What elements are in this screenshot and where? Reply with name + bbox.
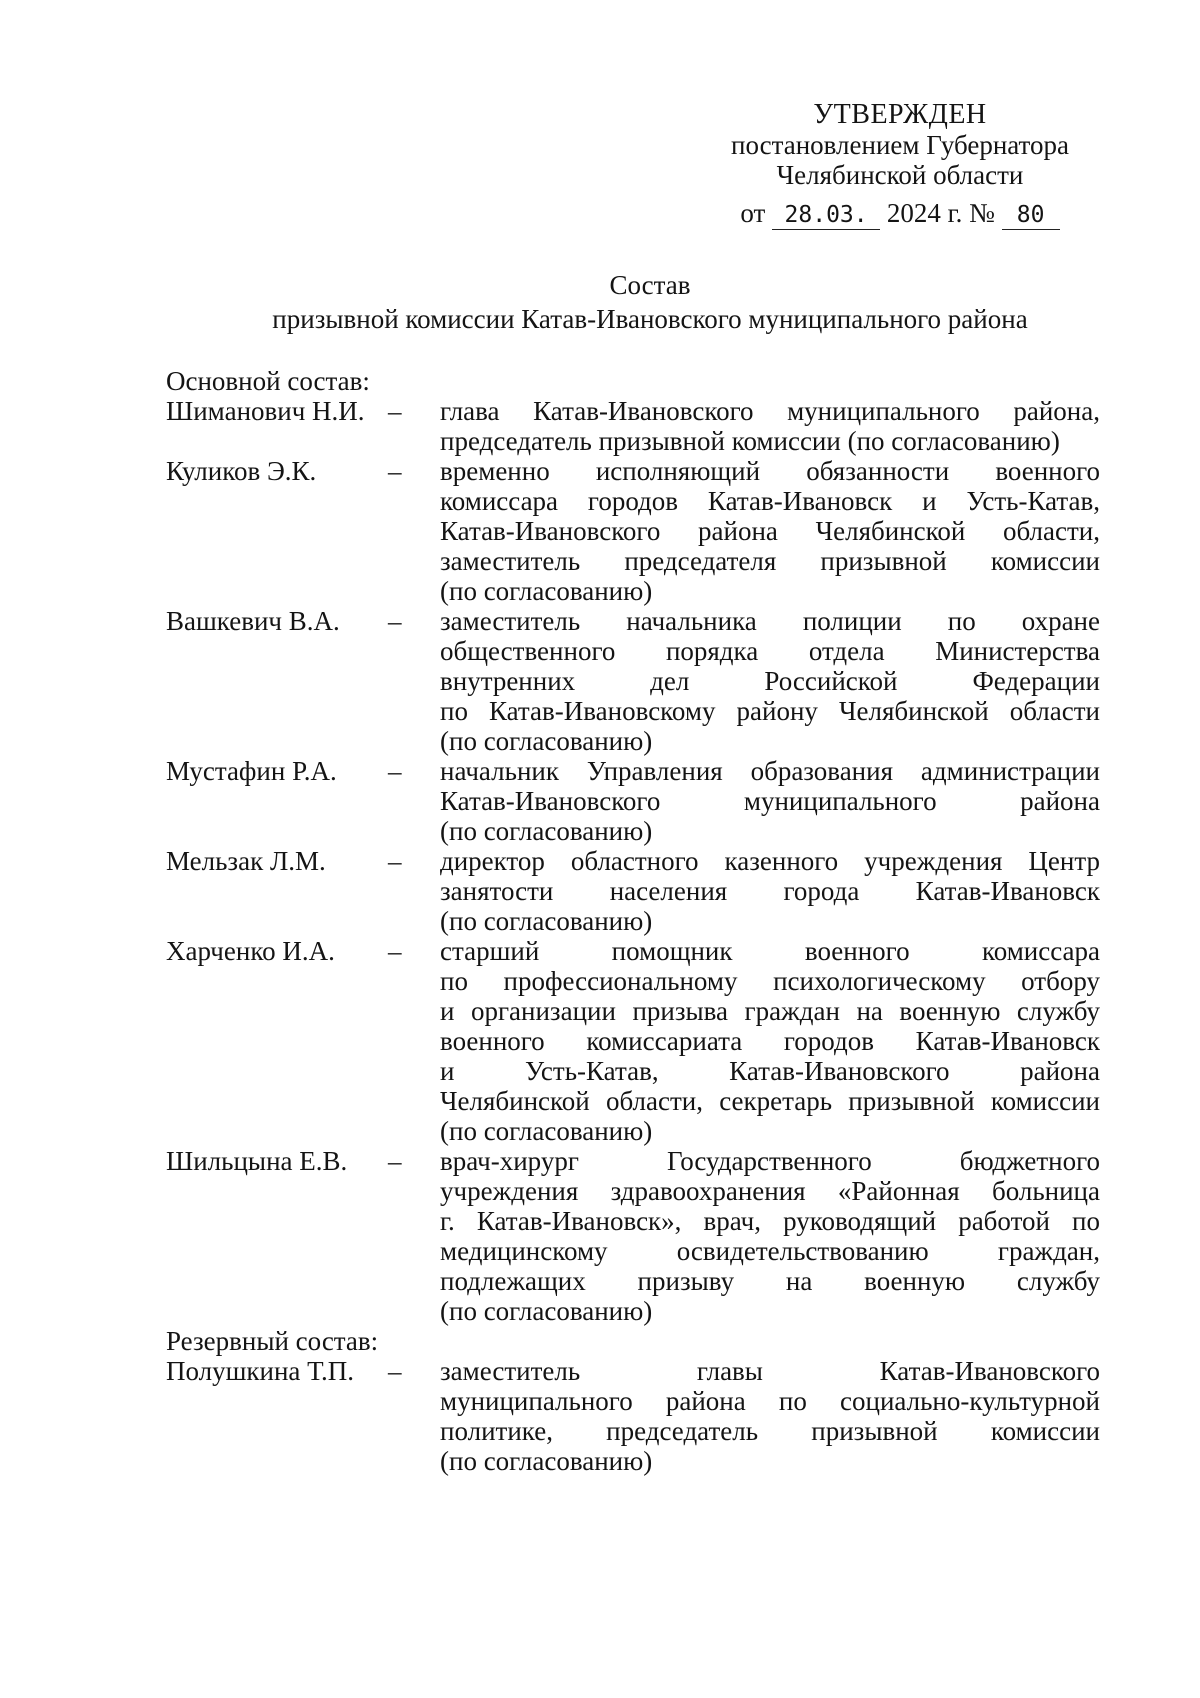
position-line: (по согласованию)	[440, 1116, 653, 1146]
member-row	[166, 606, 1116, 756]
position-line: общественного порядка отдела Министерства	[440, 636, 1100, 666]
member-position	[440, 606, 1100, 756]
approval-stamp	[700, 100, 1100, 230]
position-line: внутренних дел Российской Федерации	[440, 666, 1100, 696]
member-name: Куликов Э.К.	[166, 456, 317, 486]
member-position	[440, 396, 1100, 456]
reserve-composition-label: Резервный состав:	[166, 1326, 379, 1356]
position-line: заместитель главы Катав-Ивановского	[440, 1356, 1100, 1386]
position-line: (по согласованию)	[440, 816, 653, 846]
member-name: Мустафин Р.А.	[166, 756, 337, 786]
member-position	[440, 936, 1100, 1146]
position-line: врач-хирург Государственного бюджетного	[440, 1146, 1100, 1176]
position-line: муниципального района по социально-культурной	[440, 1386, 1100, 1416]
position-line: заместитель председателя призывной комиссии	[440, 546, 1100, 576]
position-line: по профессиональному психологическому отбору	[440, 966, 1100, 996]
position-line: военного комиссариата городов Катав-Ивановск	[440, 1026, 1100, 1056]
member-row	[166, 456, 1116, 606]
member-name: Шильцына Е.В.	[166, 1146, 348, 1176]
position-line: председатель призывной комиссии (по согласованию)	[440, 426, 1060, 456]
heading-title: Состав	[609, 270, 691, 300]
approval-date: 28.03.	[772, 201, 880, 230]
member-dash: –	[388, 756, 402, 786]
main-composition-label: Основной состав:	[166, 366, 370, 396]
position-line: глава Катав-Ивановского муниципального района,	[440, 396, 1100, 426]
member-row	[166, 936, 1116, 1146]
member-row	[166, 1356, 1116, 1476]
position-line: (по согласованию)	[440, 1296, 653, 1326]
member-name: Вашкевич В.А.	[166, 606, 340, 636]
year-number-label: 2024 г. №	[886, 198, 995, 228]
position-line: и Усть-Катав, Катав-Ивановского района	[440, 1056, 1100, 1086]
position-line: подлежащих призыву на военную службу	[440, 1266, 1100, 1296]
position-line: начальник Управления образования администрации	[440, 756, 1100, 786]
member-position	[440, 756, 1100, 846]
position-line: Катав-Ивановского муниципального района	[440, 786, 1100, 816]
position-line: политике, председатель призывной комиссии	[440, 1416, 1100, 1446]
position-line: по Катав-Ивановскому району Челябинской области	[440, 696, 1100, 726]
position-line: (по согласованию)	[440, 906, 653, 936]
approval-date-line	[700, 198, 1100, 230]
member-dash: –	[388, 456, 402, 486]
member-row	[166, 1146, 1116, 1326]
position-line: медицинскому освидетельствованию граждан,	[440, 1236, 1100, 1266]
approval-line-1: постановлением Губернатора	[731, 130, 1069, 160]
main-members-list	[166, 396, 1116, 1326]
position-line: и организации призыва граждан на военную службу	[440, 996, 1100, 1026]
member-position	[440, 456, 1100, 606]
position-line: занятости населения города Катав-Ивановск	[440, 876, 1100, 906]
position-line: старший помощник военного комиссара	[440, 936, 1100, 966]
member-position	[440, 846, 1100, 936]
member-dash: –	[388, 936, 402, 966]
member-position	[440, 1146, 1100, 1326]
date-prefix: от	[740, 198, 766, 228]
member-name: Шиманович Н.И.	[166, 396, 365, 426]
position-line: Челябинской области, секретарь призывной комиссии	[440, 1086, 1100, 1116]
member-row	[166, 846, 1116, 936]
position-line: (по согласованию)	[440, 576, 653, 606]
member-dash: –	[388, 396, 402, 426]
member-name: Мельзак Л.М.	[166, 846, 326, 876]
member-name: Полушкина Т.П.	[166, 1356, 354, 1386]
position-line: (по согласованию)	[440, 1446, 653, 1476]
member-dash: –	[388, 1146, 402, 1176]
position-line: заместитель начальника полиции по охране	[440, 606, 1100, 636]
position-line: временно исполняющий обязанности военного	[440, 456, 1100, 486]
position-line: директор областного казенного учреждения Центр	[440, 846, 1100, 876]
position-line: Катав-Ивановского района Челябинской области,	[440, 516, 1100, 546]
member-row	[166, 756, 1116, 846]
reserve-members-list	[166, 1356, 1116, 1476]
heading-subtitle: призывной комиссии Катав-Ивановского муниципального района	[272, 304, 1028, 334]
approval-line-2: Челябинской области	[776, 160, 1024, 190]
approval-title: УТВЕРЖДЕН	[813, 99, 987, 130]
approval-number: 80	[1002, 201, 1060, 230]
position-line: комиссара городов Катав-Ивановск и Усть-Катав,	[440, 486, 1100, 516]
document-heading	[150, 268, 1150, 336]
position-line: (по согласованию)	[440, 726, 653, 756]
member-name: Харченко И.А.	[166, 936, 335, 966]
commission-composition	[166, 366, 1116, 1476]
member-position	[440, 1356, 1100, 1476]
position-line: учреждения здравоохранения «Районная больница	[440, 1176, 1100, 1206]
member-row	[166, 396, 1116, 456]
position-line: г. Катав-Ивановск», врач, руководящий работой по	[440, 1206, 1100, 1236]
member-dash: –	[388, 1356, 402, 1386]
member-dash: –	[388, 606, 402, 636]
member-dash: –	[388, 846, 402, 876]
